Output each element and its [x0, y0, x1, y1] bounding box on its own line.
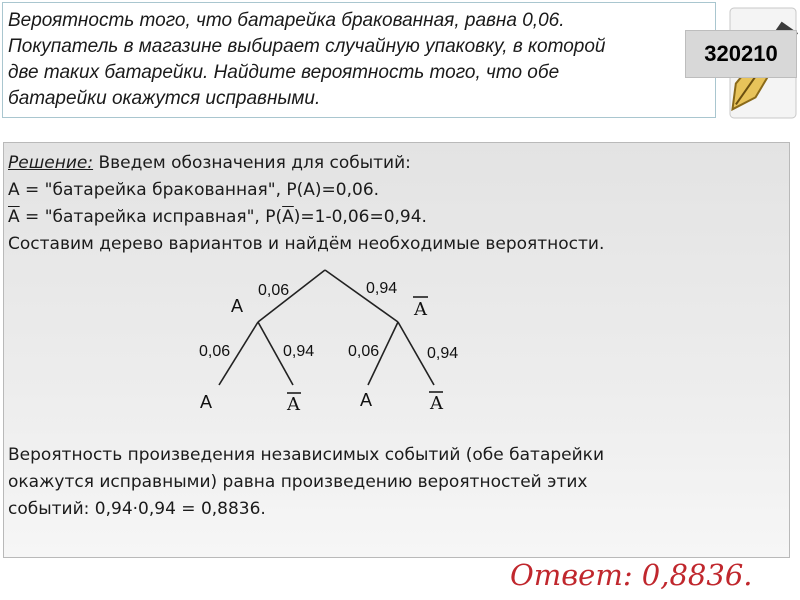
- leaf-label-not: A: [287, 394, 300, 415]
- conclusion-line: Вероятность произведения независимых событий (обе батарейки: [8, 445, 604, 465]
- edge-prob-label: 0,94: [366, 280, 398, 297]
- problem-statement: [8, 8, 728, 112]
- problem-line: Покупатель в магазине выбирает случайную упаковку, в которой: [8, 36, 606, 57]
- leaf-label-not: A: [430, 393, 443, 414]
- solution-line-1: [8, 150, 788, 177]
- solution-line-2: A = "батарейка бракованная", P(A)=0,06.: [8, 180, 380, 200]
- problem-line: Вероятность того, что батарейка бракованная, равна 0,06.: [8, 10, 565, 31]
- edge-prob-label: 0,06: [348, 343, 380, 360]
- conclusion-line: событий: 0,94·0,94 = 0,8836.: [8, 499, 266, 519]
- not-a-symbol: $\overline{A}$: [8, 207, 20, 227]
- node-label: A: [231, 296, 244, 316]
- conclusion-text: [8, 442, 788, 523]
- edge-prob-label: 0,06: [199, 343, 231, 360]
- solution-text: [8, 150, 788, 258]
- edge-prob-label: 0,94: [283, 343, 315, 360]
- solution-line-3-mid: = "батарейка исправная", P(: [19, 207, 283, 227]
- node-label-not: A: [414, 299, 427, 320]
- answer-text: Ответ: 0,8836.: [510, 558, 753, 592]
- solution-intro: Введем обозначения для событий:: [93, 153, 411, 173]
- solution-line-4: Составим дерево вариантов и найдём необходимые вероятности.: [8, 234, 605, 254]
- edge-prob-label: 0,94: [427, 345, 459, 362]
- conclusion-line: окажутся исправными) равна произведению вероятностей этих: [8, 472, 588, 492]
- problem-line: две таких батарейки. Найдите вероятность того, что обе: [8, 62, 560, 83]
- edge-prob-label: 0,06: [258, 282, 290, 299]
- solution-label: Решение:: [8, 153, 94, 173]
- leaf-label: A: [200, 392, 213, 412]
- probability-tree: [0, 260, 800, 430]
- solution-line-3: [8, 204, 788, 231]
- not-a-symbol: $\overline{A}$: [282, 207, 294, 227]
- solution-line-3-end: )=1-0,06=0,94.: [293, 207, 427, 227]
- problem-line: батарейки окажутся исправными.: [8, 88, 321, 109]
- problem-id-badge: 320210: [685, 30, 797, 78]
- leaf-label: A: [360, 390, 373, 410]
